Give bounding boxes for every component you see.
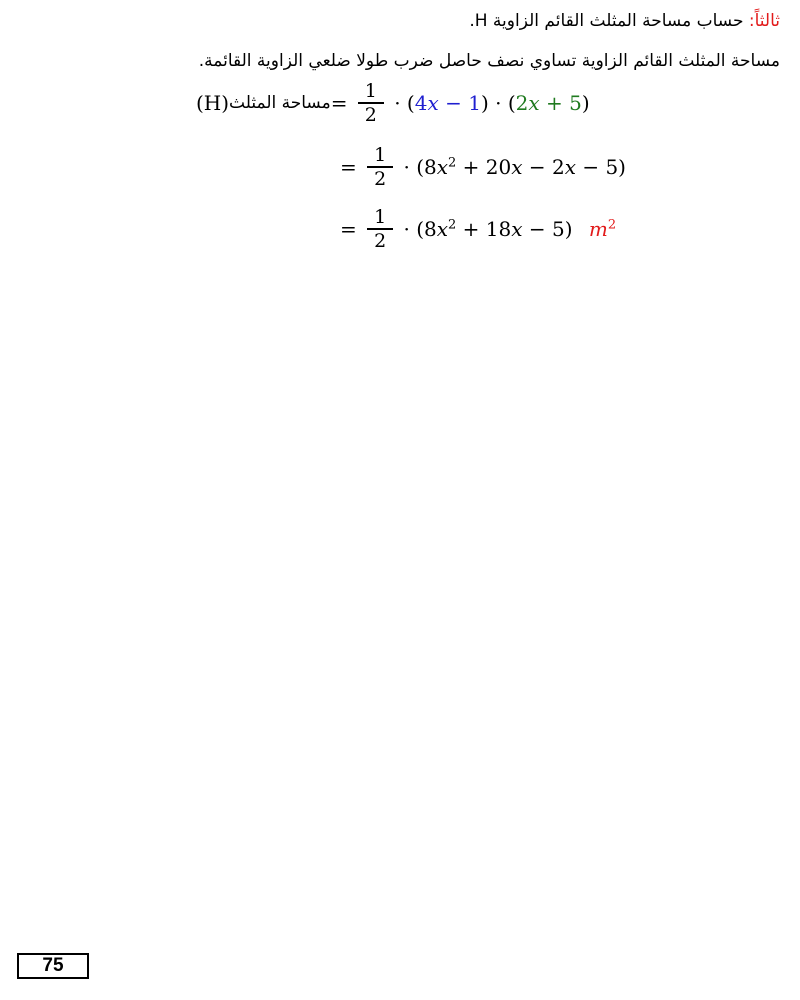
variable-x: x — [436, 216, 449, 241]
fraction-numerator: 1 — [374, 206, 387, 228]
factor-one — [415, 91, 481, 115]
factor-two-rest: + 5 — [539, 90, 582, 115]
simplified-expression — [403, 217, 572, 241]
equation-line-2 — [340, 144, 626, 204]
section-title: حساب مساحة المثلث القائم الزاوية H. — [469, 11, 749, 31]
fraction-numerator: 1 — [374, 144, 387, 166]
expr-part: − 2 — [522, 154, 565, 179]
equals-sign: = — [330, 90, 348, 115]
expr-part: · (8 — [403, 154, 437, 179]
dot-middle: ) · ( — [480, 90, 516, 115]
equals-sign: = — [340, 154, 357, 179]
fraction-denominator: 2 — [374, 229, 387, 252]
triangle-name: (H) — [196, 90, 230, 115]
expr-part: + 20 — [456, 154, 512, 179]
factor-two-coef: 2 — [515, 90, 529, 115]
unit-m: m — [588, 216, 608, 241]
equation-line-1 — [196, 80, 590, 140]
dot-open: · ( — [394, 90, 415, 115]
area-unit — [589, 217, 616, 241]
one-half-fraction — [367, 206, 393, 252]
expr-part: + 18 — [456, 216, 512, 241]
fraction-denominator: 2 — [364, 103, 377, 126]
unit-exponent: 2 — [607, 217, 617, 233]
section-label: ثالثاً: — [748, 11, 780, 31]
factor-one-rest: − 1 — [438, 90, 481, 115]
close-paren: ) — [581, 90, 590, 115]
fraction-denominator: 2 — [374, 167, 387, 190]
area-label: مساحة المثلث — [229, 92, 331, 113]
equals-sign: = — [340, 216, 357, 241]
one-half-fraction — [367, 144, 393, 190]
equation-line-3 — [340, 206, 616, 266]
expr-part: − 5) — [575, 154, 626, 179]
fraction-numerator: 1 — [364, 80, 377, 102]
one-half-fraction — [358, 80, 384, 126]
factor-one-coef: 4 — [414, 90, 428, 115]
page-number: 75 — [17, 953, 89, 979]
factor-one-var: x — [427, 90, 439, 115]
area-rule-text: مساحة المثلث القائم الزاوية تساوي نصف حاصل ضرب طولا ضلعي الزاوية القائمة. — [198, 51, 780, 71]
factor-two-var: x — [528, 90, 540, 115]
expr-part: · (8 — [403, 216, 437, 241]
expanded-expression — [403, 155, 626, 179]
exponent: 2 — [448, 217, 457, 233]
factor-two — [516, 91, 582, 115]
expr-part: − 5) — [522, 216, 573, 241]
exponent: 2 — [448, 155, 457, 171]
variable-x: x — [564, 154, 576, 179]
variable-x: x — [511, 216, 523, 241]
section-heading — [20, 8, 780, 34]
variable-x: x — [436, 154, 449, 179]
variable-x: x — [511, 154, 523, 179]
